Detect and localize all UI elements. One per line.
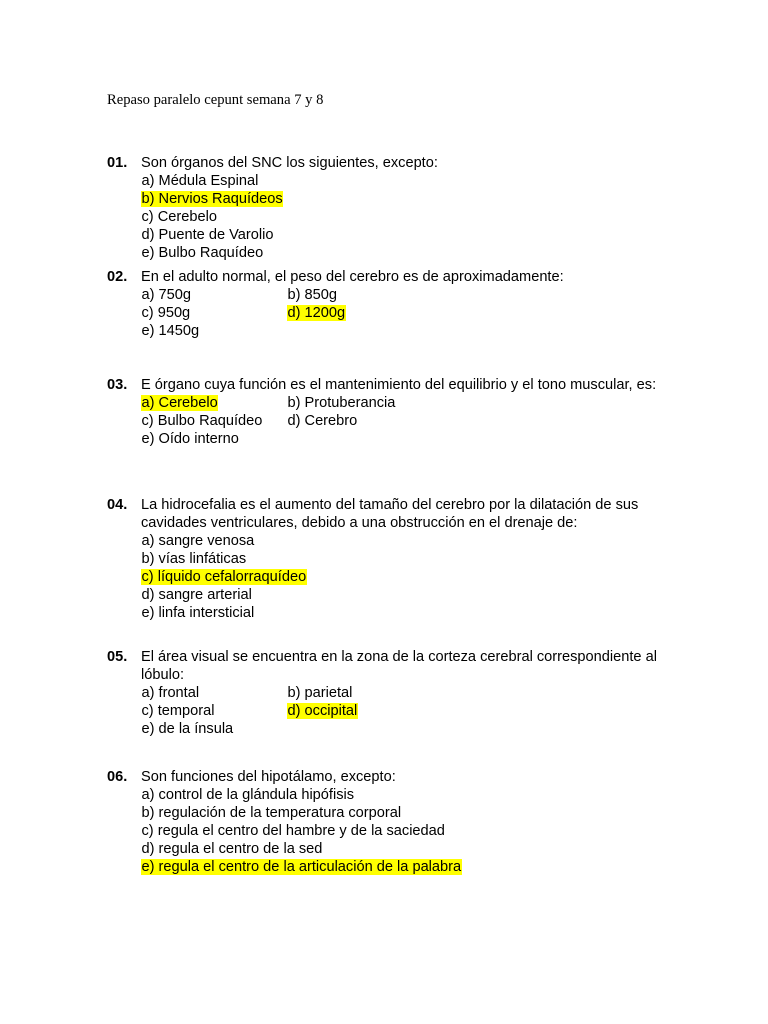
- option-d-highlighted: d) occipital: [287, 703, 358, 719]
- option-d: d) Cerebro: [287, 413, 358, 429]
- option-c: c) regula el centro del hambre y de la saciedad: [141, 823, 445, 839]
- option-e: e) 1450g: [141, 323, 200, 339]
- option-e: e) Bulbo Raquídeo: [141, 245, 264, 261]
- option-b: b) parietal: [287, 685, 353, 701]
- option-c: c) 950g: [141, 305, 191, 321]
- option-e: e) Oído interno: [141, 431, 239, 447]
- option-c: c) Bulbo Raquídeo: [141, 413, 263, 429]
- options-grid: [141, 394, 667, 448]
- option-e: e) de la ínsula: [141, 721, 234, 737]
- options-list: [141, 786, 667, 876]
- question-number: 05.: [107, 649, 128, 665]
- option-d: d) Puente de Varolio: [141, 227, 274, 243]
- option-a: a) control de la glándula hipófisis: [141, 787, 355, 803]
- question-text: La hidrocefalia es el aumento del tamaño del cerebro por la dilatación de sus cavidades ventriculares, debido a una obstrucción en el drenaje de:: [141, 497, 639, 531]
- question-number: 01.: [107, 155, 128, 171]
- option-d: d) regula el centro de la sed: [141, 841, 323, 857]
- option-a: a) Médula Espinal: [141, 173, 259, 189]
- question-06: [107, 768, 667, 876]
- question-03: [107, 376, 667, 448]
- option-c: c) temporal: [141, 703, 215, 719]
- question-05: [107, 648, 667, 738]
- options-grid: [141, 684, 667, 738]
- question-number: 04.: [107, 497, 128, 513]
- options-list: [141, 532, 667, 622]
- question-text: E órgano cuya función es el mantenimiento del equilibrio y el tono muscular, es:: [141, 377, 657, 393]
- question-number: 06.: [107, 769, 128, 785]
- option-b: b) vías linfáticas: [141, 551, 247, 567]
- option-a: a) frontal: [141, 685, 200, 701]
- option-e-highlighted: e) regula el centro de la articulación de la palabra: [141, 859, 462, 875]
- option-c-highlighted: c) líquido cefalorraquídeo: [141, 569, 307, 585]
- question-text: En el adulto normal, el peso del cerebro es de aproximadamente:: [141, 269, 564, 285]
- document-title: Repaso paralelo cepunt semana 7 y 8: [107, 92, 324, 108]
- option-c: c) Cerebelo: [141, 209, 217, 225]
- option-b: b) regulación de la temperatura corporal: [141, 805, 402, 821]
- question-number: 02.: [107, 269, 128, 285]
- question-02: [107, 268, 667, 340]
- option-b-highlighted: b) Nervios Raquídeos: [141, 191, 283, 207]
- option-e: e) linfa intersticial: [141, 605, 255, 621]
- options-list: [141, 172, 667, 262]
- option-a: a) 750g: [141, 287, 191, 303]
- option-d: d) sangre arterial: [141, 587, 252, 603]
- question-01: [107, 154, 667, 262]
- question-text: El área visual se encuentra en la zona de la corteza cerebral correspondiente al lóbulo:: [141, 649, 657, 683]
- question-text: Son órganos del SNC los siguientes, excepto:: [141, 155, 438, 171]
- option-b: b) 850g: [287, 287, 337, 303]
- option-a: a) sangre venosa: [141, 533, 255, 549]
- option-b: b) Protuberancia: [287, 395, 396, 411]
- question-number: 03.: [107, 377, 128, 393]
- options-grid: [141, 286, 667, 340]
- option-a-highlighted: a) Cerebelo: [141, 395, 218, 411]
- question-text: Son funciones del hipotálamo, excepto:: [141, 769, 396, 785]
- question-04: [107, 496, 667, 622]
- option-d-highlighted: d) 1200g: [287, 305, 346, 321]
